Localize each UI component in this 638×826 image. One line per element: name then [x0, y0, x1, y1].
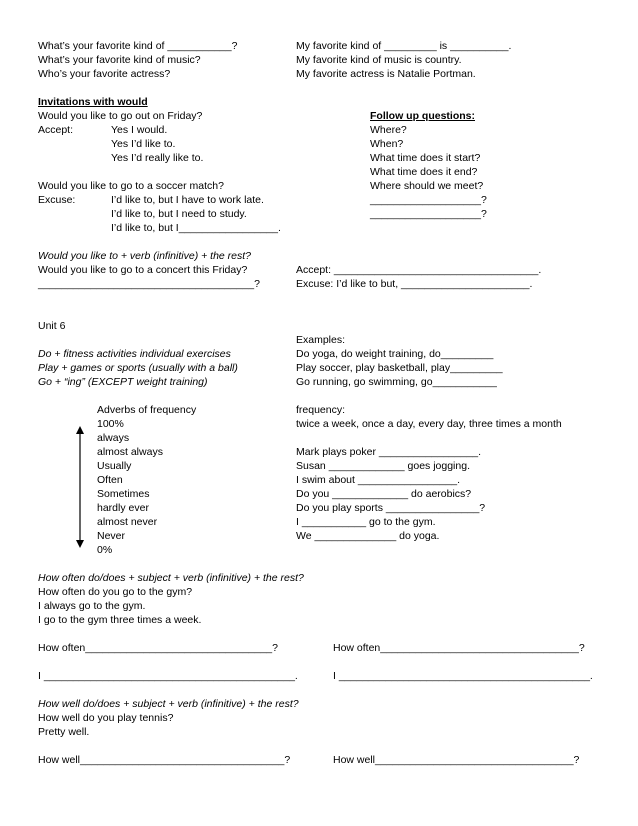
followup-item: What time does it end? [370, 166, 478, 178]
adverb-item: Never [97, 530, 126, 542]
favorite-music-answer: My favorite kind of music is country. [296, 54, 462, 66]
accept-label: Accept: [38, 124, 74, 136]
excuse-line: I’d like to, but I need to study. [111, 208, 247, 220]
frequency-examples: twice a week, once a day, every day, three times a month [296, 418, 562, 430]
invitation-question-2: Would you like to go to a soccer match? [38, 180, 224, 192]
excuse-line: I’d like to, but I_________________. [111, 222, 281, 234]
favorite-music-question: What’s your favorite kind of music? [38, 54, 201, 66]
invitation-blank-question: _____________________________________? [38, 278, 260, 290]
invitation-example: Would you like to go to a concert this Friday? [38, 264, 248, 276]
excuse-blank: Excuse: I’d like to but, ______________________. [296, 278, 533, 290]
accept-line: Yes I’d really like to. [111, 152, 204, 164]
adverb-item: Sometimes [97, 488, 150, 500]
example-do: Do yoga, do weight training, do_________ [296, 348, 494, 360]
answer-blank-left: I ___________________________________________. [38, 670, 298, 682]
rule-go: Go + “ing” (EXCEPT weight training) [38, 376, 208, 388]
rule-do: Do + fitness activities individual exercises [38, 348, 231, 360]
adverb-item: Often [97, 474, 123, 486]
how-well-line: How well do you play tennis? [38, 712, 174, 724]
how-well-blank-right: How well__________________________________? [333, 754, 580, 766]
frequency-sentence: Susan _____________ goes jogging. [296, 460, 470, 472]
how-often-line: How often do you go to the gym? [38, 586, 193, 598]
accept-blank: Accept: ___________________________________. [296, 264, 542, 276]
unit-title: Unit 6 [38, 320, 66, 332]
frequency-sentence: I swim about _________________. [296, 474, 461, 486]
accept-line: Yes I’d like to. [111, 138, 176, 150]
adverb-item: hardly ever [97, 502, 149, 514]
frequency-label: frequency: [296, 404, 346, 416]
invitations-heading: Invitations with would [38, 96, 148, 108]
excuse-line: I’d like to, but I have to work late. [111, 194, 264, 206]
invitation-formula: Would you like to + verb (infinitive) + the rest? [38, 250, 252, 262]
examples-label: Examples: [296, 334, 346, 346]
double-arrow-icon [74, 426, 86, 548]
favorite-actress-answer: My favorite actress is Natalie Portman. [296, 68, 476, 80]
how-well-line: Pretty well. [38, 726, 90, 738]
how-often-line: I go to the gym three times a week. [38, 614, 202, 626]
how-often-blank-right: How often__________________________________? [333, 642, 585, 654]
followup-item: What time does it start? [370, 152, 481, 164]
adverb-item: almost never [97, 516, 158, 528]
how-often-formula: How often do/does + subject + verb (infinitive) + the rest? [38, 572, 304, 584]
answer-blank-right: I ___________________________________________. [333, 670, 593, 682]
example-go: Go running, go swimming, go___________ [296, 376, 497, 388]
followup-item: Where? [370, 124, 407, 136]
frequency-sentence: We ______________ do yoga. [296, 530, 440, 542]
excuse-label: Excuse: [38, 194, 76, 206]
adverb-item: always [97, 432, 130, 444]
accept-line: Yes I would. [111, 124, 168, 136]
adverb-item: Usually [97, 460, 132, 472]
followup-item: Where should we meet? [370, 180, 484, 192]
example-play: Play soccer, play basketball, play_________ [296, 362, 503, 374]
favorite-answer-template: My favorite kind of _________ is __________. [296, 40, 512, 52]
how-well-blank-left: How well___________________________________? [38, 754, 291, 766]
followup-item: When? [370, 138, 404, 150]
frequency-sentence: Do you play sports ________________? [296, 502, 486, 514]
frequency-sentence: Mark plays poker _________________. [296, 446, 482, 458]
followup-blank: ___________________? [370, 194, 487, 206]
how-often-blank-left: How often________________________________? [38, 642, 278, 654]
how-often-line: I always go to the gym. [38, 600, 146, 612]
frequency-sentence: Do you _____________ do aerobics? [296, 488, 472, 500]
favorite-question-template: What’s your favorite kind of ___________? [38, 40, 238, 52]
rule-play: Play + games or sports (usually with a ball) [38, 362, 238, 374]
favorite-actress-question: Who’s your favorite actress? [38, 68, 171, 80]
frequency-sentence: I ___________ go to the gym. [296, 516, 436, 528]
adverb-item: 100% [97, 418, 124, 430]
invitation-question-1: Would you like to go out on Friday? [38, 110, 203, 122]
followup-heading: Follow up questions: [370, 110, 475, 122]
adverb-item: almost always [97, 446, 163, 458]
adverb-item: 0% [97, 544, 113, 556]
followup-blank: ___________________? [370, 208, 487, 220]
how-well-formula: How well do/does + subject + verb (infinitive) + the rest? [38, 698, 299, 710]
adverbs-heading: Adverbs of frequency [97, 404, 197, 416]
